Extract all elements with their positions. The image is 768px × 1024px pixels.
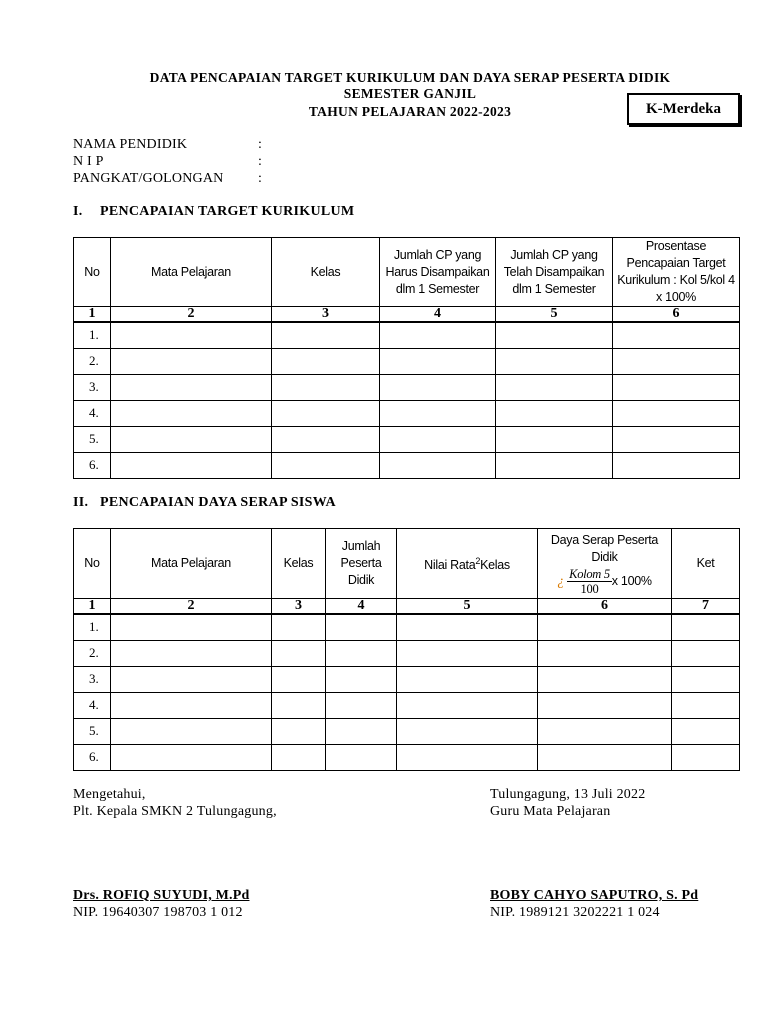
row-number: 4. [74, 692, 111, 718]
cp-required-cell[interactable] [380, 374, 496, 400]
row-number: 3. [74, 666, 111, 692]
col-number: 5 [496, 307, 613, 323]
col-number: 3 [272, 307, 380, 323]
subject-cell[interactable] [111, 374, 272, 400]
row-number: 5. [74, 718, 111, 744]
student-count-cell[interactable] [326, 640, 397, 666]
identity-rank-label: PANGKAT/GOLONGAN [73, 171, 224, 186]
cp-delivered-cell[interactable] [496, 452, 613, 478]
notes-cell[interactable] [672, 614, 740, 640]
row-number: 3. [74, 374, 111, 400]
header-class: Kelas [272, 529, 326, 599]
table-row [74, 744, 740, 770]
row-number: 1. [74, 614, 111, 640]
table-row [74, 614, 740, 640]
section1-heading [73, 204, 354, 220]
col-number: 4 [326, 599, 397, 615]
table-row [74, 322, 740, 348]
cp-delivered-cell[interactable] [496, 374, 613, 400]
subject-cell[interactable] [111, 348, 272, 374]
col-number: 6 [538, 599, 672, 615]
average-cell[interactable] [397, 718, 538, 744]
identity-name-label: NAMA PENDIDIK [73, 137, 188, 152]
percent-cell[interactable] [613, 400, 740, 426]
subject-cell[interactable] [111, 452, 272, 478]
col-number: 2 [111, 599, 272, 615]
class-cell[interactable] [272, 692, 326, 718]
col-number: 5 [397, 599, 538, 615]
header-average [397, 529, 538, 599]
row-number: 2. [74, 348, 111, 374]
cp-required-cell[interactable] [380, 322, 496, 348]
cp-delivered-cell[interactable] [496, 348, 613, 374]
table-row [74, 452, 740, 478]
row-number: 6. [74, 744, 111, 770]
signature-left-line1: Mengetahui, [73, 787, 146, 802]
section2-heading [73, 495, 336, 511]
header-no: No [74, 529, 111, 599]
table-row [74, 692, 740, 718]
notes-cell[interactable] [672, 744, 740, 770]
student-count-cell[interactable] [326, 614, 397, 640]
cp-delivered-cell[interactable] [496, 426, 613, 452]
class-cell[interactable] [272, 452, 380, 478]
class-cell[interactable] [272, 426, 380, 452]
table-row [74, 374, 740, 400]
signature-right-nip: NIP. 1989121 3202221 1 024 [490, 905, 660, 920]
cp-required-cell[interactable] [380, 426, 496, 452]
percent-cell[interactable] [613, 348, 740, 374]
table-row [74, 718, 740, 744]
subject-cell[interactable] [111, 744, 272, 770]
subject-cell[interactable] [111, 322, 272, 348]
class-cell[interactable] [272, 348, 380, 374]
section2-number: II. [73, 495, 89, 510]
signature-right-line1: Tulungagung, 13 Juli 2022 [490, 787, 646, 802]
class-cell[interactable] [272, 374, 380, 400]
average-cell[interactable] [397, 744, 538, 770]
absorption-cell[interactable] [538, 744, 672, 770]
section1-number: I. [73, 204, 83, 219]
identity-nip-label: N I P [73, 154, 104, 169]
cp-required-cell[interactable] [380, 400, 496, 426]
doc-title-line2: SEMESTER GANJIL [343, 86, 477, 101]
student-count-cell[interactable] [326, 666, 397, 692]
row-number: 1. [74, 322, 111, 348]
header-cp-delivered: Jumlah CP yang Telah Disampaikan dlm 1 Semester [496, 238, 613, 307]
class-cell[interactable] [272, 322, 380, 348]
notes-cell[interactable] [672, 692, 740, 718]
percent-cell[interactable] [613, 426, 740, 452]
curriculum-target-table [73, 237, 740, 479]
absorption-cell[interactable] [538, 718, 672, 744]
signature-left-name: Drs. ROFIQ SUYUDI, M.Pd [73, 888, 250, 903]
class-cell[interactable] [272, 744, 326, 770]
signature-right-name: BOBY CAHYO SAPUTRO, S. Pd [490, 888, 699, 903]
signature-right-line2: Guru Mata Pelajaran [490, 804, 611, 819]
percent-cell[interactable] [613, 322, 740, 348]
header-subject: Mata Pelajaran [111, 238, 272, 307]
header-class: Kelas [272, 238, 380, 307]
class-cell[interactable] [272, 614, 326, 640]
col-number: 1 [74, 599, 111, 615]
header-absorption [538, 529, 672, 599]
absorption-title: Daya Serap Peserta Didik [550, 532, 659, 564]
absorption-formula [538, 567, 671, 596]
formula-fraction [567, 567, 612, 596]
subject-cell[interactable] [111, 718, 272, 744]
col-number: 4 [380, 307, 496, 323]
cp-delivered-cell[interactable] [496, 400, 613, 426]
table-row [74, 640, 740, 666]
subject-cell[interactable] [111, 614, 272, 640]
absorption-cell[interactable] [538, 614, 672, 640]
row-number: 5. [74, 426, 111, 452]
student-count-cell[interactable] [326, 744, 397, 770]
formula-tail: x 100% [611, 573, 652, 588]
header-cp-required: Jumlah CP yang Harus Disampaikan dlm 1 Semester [380, 238, 496, 307]
identity-nip-colon: : [258, 154, 262, 169]
identity-rank-colon: : [258, 171, 262, 186]
formula-denominator: 100 [580, 581, 599, 596]
percent-cell[interactable] [613, 452, 740, 478]
signature-left-nip: NIP. 19640307 198703 1 012 [73, 905, 243, 920]
percent-cell[interactable] [613, 374, 740, 400]
absorption-cell[interactable] [538, 640, 672, 666]
average-cell[interactable] [397, 666, 538, 692]
average-cell[interactable] [397, 692, 538, 718]
class-cell[interactable] [272, 400, 380, 426]
identity-name-colon: : [258, 137, 262, 152]
subject-cell[interactable] [111, 692, 272, 718]
section2-title: PENCAPAIAN DAYA SERAP SISWA [100, 495, 336, 510]
doc-title-line3: TAHUN PELAJARAN 2022-2023 [308, 104, 512, 119]
class-cell[interactable] [272, 718, 326, 744]
row-number: 6. [74, 452, 111, 478]
notes-cell[interactable] [672, 640, 740, 666]
notes-cell[interactable] [672, 718, 740, 744]
average-cell[interactable] [397, 640, 538, 666]
table-row [74, 426, 740, 452]
subject-cell[interactable] [111, 666, 272, 692]
col-number: 2 [111, 307, 272, 323]
average-superscript: 2 [475, 555, 481, 566]
student-count-cell[interactable] [326, 692, 397, 718]
subject-cell[interactable] [111, 426, 272, 452]
table-row [74, 666, 740, 692]
absorption-cell[interactable] [538, 666, 672, 692]
curriculum-badge: K-Merdeka [627, 93, 740, 125]
class-cell[interactable] [272, 640, 326, 666]
col-number: 1 [74, 307, 111, 323]
header-achievement-percent: Prosentase Pencapaian Target Kurikulum : Kol 5/kol 4 x 100% [613, 238, 740, 307]
average-label: Nilai Rata [424, 558, 476, 573]
cp-required-cell[interactable] [380, 452, 496, 478]
cp-required-cell[interactable] [380, 348, 496, 374]
section1-title: PENCAPAIAN TARGET KURIKULUM [100, 204, 355, 219]
col-number: 6 [613, 307, 740, 323]
col-number: 3 [272, 599, 326, 615]
col-number: 7 [672, 599, 740, 615]
header-no: No [74, 238, 111, 307]
absorption-table [73, 528, 740, 771]
doc-title-line1: DATA PENCAPAIAN TARGET KURIKULUM DAN DAYA SERAP PESERTA DIDIK [149, 70, 671, 85]
signature-left-line2: Plt. Kepala SMKN 2 Tulungagung, [73, 804, 277, 819]
cp-delivered-cell[interactable] [496, 322, 613, 348]
subject-cell[interactable] [111, 640, 272, 666]
row-number: 2. [74, 640, 111, 666]
average-suffix: Kelas [480, 558, 510, 573]
header-notes: Ket [672, 529, 740, 599]
table-row [74, 400, 740, 426]
class-cell[interactable] [272, 666, 326, 692]
absorption-cell[interactable] [538, 692, 672, 718]
header-student-count: Jumlah Peserta Didik [326, 529, 397, 599]
average-cell[interactable] [397, 614, 538, 640]
header-subject: Mata Pelajaran [111, 529, 272, 599]
table-row [74, 348, 740, 374]
subject-cell[interactable] [111, 400, 272, 426]
row-number: 4. [74, 400, 111, 426]
student-count-cell[interactable] [326, 718, 397, 744]
formula-glyph: ¿ [557, 573, 564, 589]
notes-cell[interactable] [672, 666, 740, 692]
formula-numerator: Kolom 5 [569, 566, 610, 581]
